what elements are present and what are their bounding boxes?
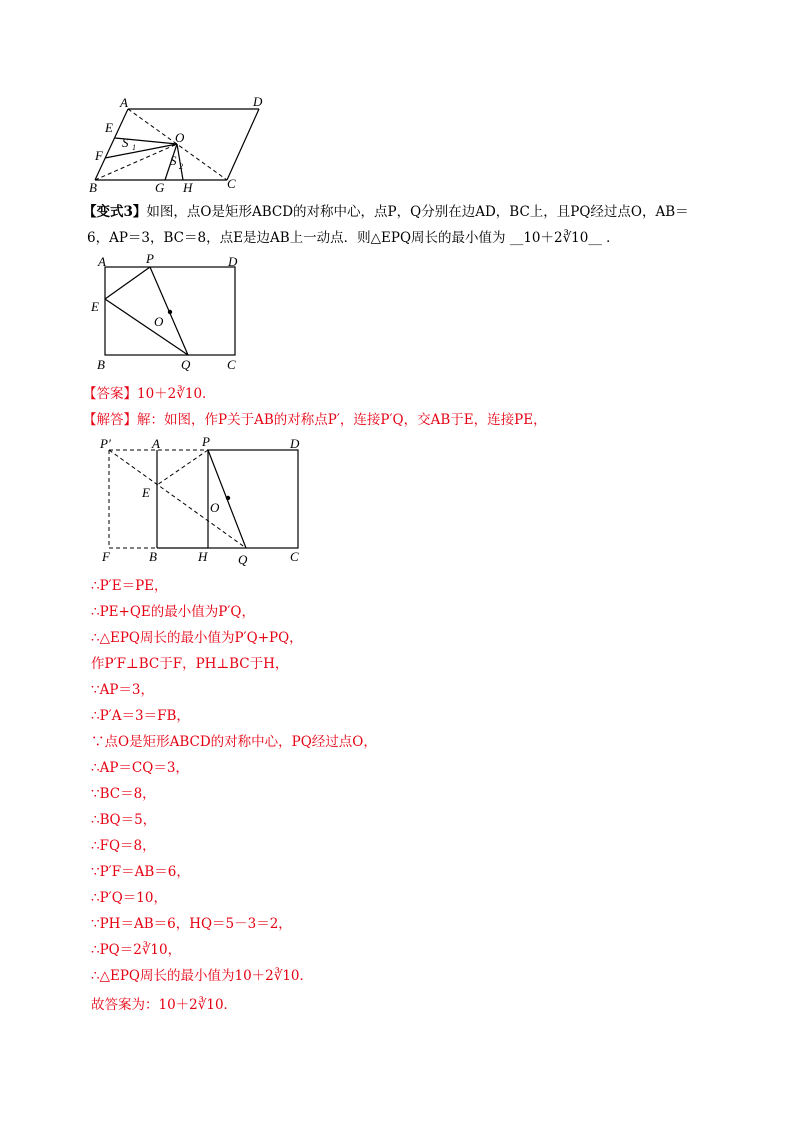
step-17: 故答案为：10＋2∛10． — [91, 997, 238, 1013]
label-C: C — [290, 549, 299, 564]
problem-line-2 — [87, 228, 620, 248]
problem-blank-answer: __10＋2∛10__ — [509, 230, 602, 246]
label-P-prime: P′ — [100, 436, 111, 451]
label-O: O — [175, 130, 185, 145]
label-A: A — [152, 436, 160, 451]
label-D: D — [228, 254, 238, 269]
solution-label: 【解答】 — [83, 412, 137, 428]
answer-line — [83, 384, 216, 404]
label-Q: Q — [238, 552, 248, 567]
label-O: O — [210, 500, 220, 515]
step-7: ∵点O是矩形ABCD的对称中心，PQ经过点O， — [91, 734, 377, 750]
step-1: ∴P′E＝PE， — [91, 578, 168, 594]
step-11: ∴FQ＝8， — [91, 838, 156, 854]
label-B: B — [97, 357, 105, 372]
step-13: ∴P′Q＝10， — [91, 890, 167, 906]
step-8: ∴AP＝CQ＝3， — [91, 760, 189, 776]
label-E: E — [91, 299, 99, 314]
step-10: ∴BQ＝5， — [91, 812, 157, 828]
label-A: A — [120, 95, 128, 110]
solution-text: 解：如图，作P关于AB的对称点P′，连接P′Q，交AB于E，连接PE， — [137, 412, 547, 428]
label-E: E — [105, 120, 113, 135]
label-C: C — [227, 357, 236, 372]
step-15: ∴PQ＝2∛10， — [91, 942, 182, 958]
problem-text-2: 6，AP＝3，BC＝8，点E是边AB上一动点．则△EPQ周长的最小值为 — [87, 230, 506, 246]
label-S1: S — [122, 135, 129, 150]
label-H: H — [198, 549, 208, 564]
label-D: D — [253, 94, 263, 109]
problem-text-2-end: ． — [606, 230, 620, 246]
problem-text-1: 如图，点O是矩形ABCD的对称中心，点P，Q分别在边AD，BC上，且PQ经过点O，AB＝ — [146, 204, 689, 220]
label-P: P — [202, 434, 210, 449]
step-3: ∴△EPQ周长的最小值为P′Q+PQ， — [91, 630, 303, 646]
label-S1-sub: 1 — [132, 143, 136, 152]
label-F: F — [102, 549, 110, 564]
figure-reflection — [96, 433, 316, 571]
solution-line — [83, 410, 547, 430]
label-G: G — [155, 180, 165, 195]
step-4: 作P′F⊥BC于F，PH⊥BC于H， — [91, 656, 289, 672]
label-B: B — [149, 549, 157, 564]
label-H: H — [183, 180, 193, 195]
label-O: O — [154, 314, 164, 329]
answer-value: 10＋2∛10． — [137, 386, 216, 402]
step-16: ∴△EPQ周长的最小值为10＋2∛10． — [91, 968, 314, 984]
step-6: ∴P′A＝3＝FB， — [91, 708, 190, 724]
label-B: B — [89, 180, 97, 195]
step-5: ∵AP＝3， — [91, 682, 155, 698]
figure-parallelogram — [85, 92, 275, 197]
step-2: ∴PE+QE的最小值为P′Q， — [91, 604, 255, 620]
label-A: A — [98, 254, 106, 269]
label-Q: Q — [181, 357, 191, 372]
label-E: E — [142, 485, 150, 500]
problem-tag: 【变式3】 — [83, 204, 147, 220]
label-C: C — [227, 176, 236, 191]
label-P: P — [146, 252, 154, 266]
label-S2: S — [170, 153, 177, 168]
label-F: F — [95, 148, 103, 163]
label-S2-sub: 2 — [179, 162, 183, 171]
problem-line-1 — [83, 202, 689, 222]
answer-label: 【答案】 — [83, 386, 137, 402]
label-D: D — [290, 436, 300, 451]
step-12: ∵P′F＝AB＝6， — [91, 864, 190, 880]
figure-rectangle — [88, 252, 248, 377]
step-14: ∵PH＝AB＝6，HQ＝5－3＝2， — [91, 916, 292, 932]
step-9: ∵BC＝8， — [91, 786, 156, 802]
